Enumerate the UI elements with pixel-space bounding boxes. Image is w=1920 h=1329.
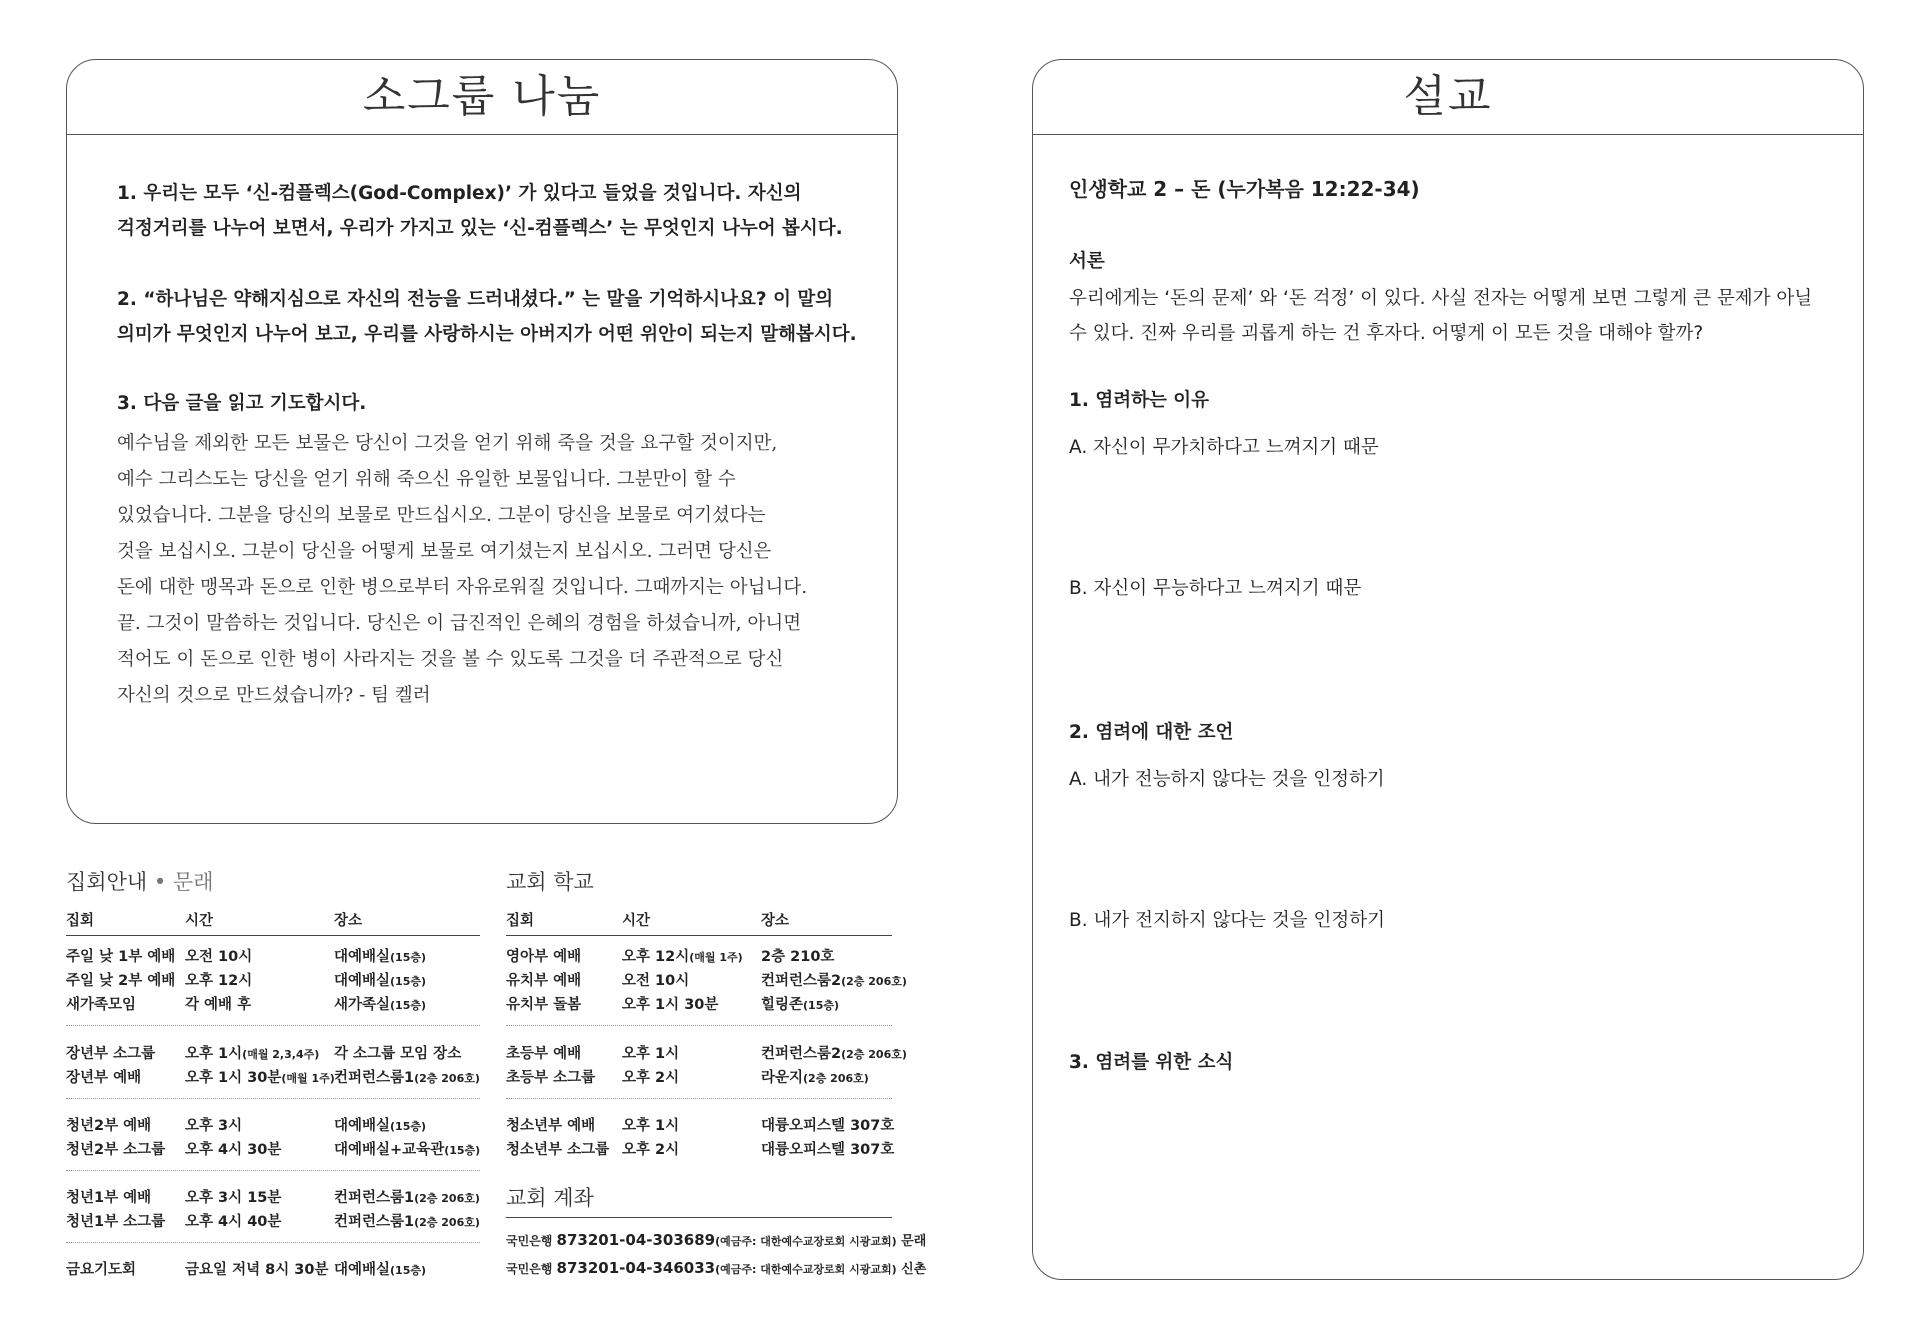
schedule-place xyxy=(334,993,426,1014)
meetings-header-meeting: 집회 xyxy=(66,913,95,929)
schedule-time-main: 오후 3시 xyxy=(185,1118,243,1134)
schedule-place-main: 대예배실 xyxy=(334,949,391,965)
schedule-time-main: 오후 2시 xyxy=(622,1142,680,1158)
schedule-row xyxy=(66,969,480,989)
schedule-place-main: 대륭오피스텔 307호 xyxy=(761,1118,895,1134)
schedule-time xyxy=(185,945,252,966)
schedule-row xyxy=(66,1258,480,1278)
quote-line: 적어도 이 돈으로 인한 병이 사라지는 것을 볼 수 있도록 그것을 더 주관적으로 당신 xyxy=(117,649,784,670)
schedule-time xyxy=(185,1114,242,1135)
school-header-meeting: 집회 xyxy=(506,913,535,929)
schedule-time xyxy=(622,945,743,966)
schedule-event: 장년부 예배 xyxy=(66,1070,142,1086)
group-divider xyxy=(66,1242,480,1243)
schedule-row xyxy=(506,1042,907,1062)
schedule-time xyxy=(622,1066,679,1087)
question-2-line-2: 의미가 무엇인지 나누어 보고, 우리를 사랑하시는 아버지가 어떤 위안이 되는지 말해봅시다. xyxy=(117,324,857,345)
account-number: 873201-04-303689 xyxy=(556,1231,716,1249)
schedule-time xyxy=(622,1138,679,1159)
group-divider xyxy=(66,1170,480,1171)
school-header-place: 장소 xyxy=(761,913,790,929)
schedule-place-note: (2층 206호) xyxy=(803,1072,869,1085)
schedule-event: 청년1부 예배 xyxy=(66,1190,152,1206)
point-2b: B. 내가 전지하지 않다는 것을 인정하기 xyxy=(1069,910,1386,931)
schedule-row xyxy=(506,1138,895,1158)
schedule-time xyxy=(185,969,252,990)
point-2: 2. 염려에 대한 조언 xyxy=(1069,722,1234,743)
schedule-time-main: 오후 12시 xyxy=(622,949,690,965)
account-row xyxy=(506,1230,926,1249)
schedule-place-main: 컨퍼런스룸1 xyxy=(334,1190,415,1206)
meetings-title-sub: 문래 xyxy=(172,870,214,894)
schedule-place-note: (2층 206호) xyxy=(414,1216,480,1229)
question-2 xyxy=(117,282,877,352)
quote-block xyxy=(117,426,887,714)
schedule-event: 금요기도회 xyxy=(66,1262,137,1278)
schedule-time xyxy=(185,993,251,1014)
sermon-heading: 인생학교 2 – 돈 (누가복음 12:22-34) xyxy=(1069,177,1420,201)
point-3: 3. 염려를 위한 소식 xyxy=(1069,1052,1234,1073)
schedule-place xyxy=(334,1042,461,1063)
schedule-time-main: 금요일 저녁 8시 30분 xyxy=(185,1262,329,1278)
meetings-header-place: 장소 xyxy=(334,913,363,929)
small-group-panel xyxy=(66,59,898,824)
schedule-place-note: (15층) xyxy=(803,999,840,1012)
account-holder: (예금주: 대한예수교장로회 시광교회) xyxy=(715,1235,897,1248)
question-1-line-2: 걱정거리를 나누어 보면서, 우리가 가지고 있는 ‘신-컴플렉스’ 는 무엇인지 나누어 봅시다. xyxy=(117,218,843,239)
schedule-place-note: (15층) xyxy=(390,999,427,1012)
schedule-event: 새가족모임 xyxy=(66,997,137,1013)
schedule-time xyxy=(185,1210,281,1231)
schedule-place xyxy=(334,1258,426,1279)
account-bank: 국민은행 xyxy=(506,1234,557,1248)
question-1-line-1: 1. 우리는 모두 ‘신-컴플렉스(God-Complex)’ 가 있다고 들었을 것입니다. 자신의 xyxy=(117,183,802,204)
schedule-event: 유치부 돌봄 xyxy=(506,997,582,1013)
schedule-row xyxy=(66,1210,480,1230)
schedule-time xyxy=(622,1114,679,1135)
schedule-place-main: 컨퍼런스룸1 xyxy=(334,1070,415,1086)
point-1b: B. 자신이 무능하다고 느껴지기 때문 xyxy=(1069,578,1362,599)
accounts-rule xyxy=(506,1217,892,1218)
schedule-place xyxy=(761,945,834,966)
schedule-row xyxy=(66,945,480,965)
schedule-time-main: 오전 10시 xyxy=(185,949,253,965)
schedule-row xyxy=(66,1138,480,1158)
schedule-place-main: 새가족실 xyxy=(334,997,391,1013)
accounts-title: 교회 계좌 xyxy=(506,1186,594,1210)
question-2-line-1: 2. “하나님은 약해지심으로 자신의 전능을 드러내셨다.” 는 말을 기억하시나요? 이 말의 xyxy=(117,289,834,310)
schedule-row xyxy=(66,993,480,1013)
point-2a: A. 내가 전능하지 않다는 것을 인정하기 xyxy=(1069,769,1385,790)
schedule-row xyxy=(506,993,892,1013)
schedule-place xyxy=(334,1114,426,1135)
group-divider xyxy=(66,1025,480,1026)
schedule-row xyxy=(66,1066,480,1086)
schedule-event: 초등부 소그룹 xyxy=(506,1070,596,1086)
schedule-place-main: 대예배실 xyxy=(334,973,391,989)
schedule-event: 청소년부 예배 xyxy=(506,1118,596,1134)
schedule-event: 유치부 예배 xyxy=(506,973,582,989)
schedule-time xyxy=(185,1186,281,1207)
schedule-place xyxy=(334,1186,480,1207)
schedule-row xyxy=(66,1042,480,1062)
schedule-place-note: (2층 206호) xyxy=(414,1192,480,1205)
schedule-place xyxy=(761,1138,894,1159)
schedule-place-main: 대륭오피스텔 307호 xyxy=(761,1142,895,1158)
schedule-event: 청년1부 소그룹 xyxy=(66,1214,166,1230)
schedule-time-main: 오후 1시 xyxy=(622,1118,680,1134)
schedule-place-main: 대예배실 xyxy=(334,1262,391,1278)
schedule-place-note: (2층 206호) xyxy=(841,975,907,988)
schedule-place xyxy=(334,1138,480,1159)
schedule-place xyxy=(761,993,839,1014)
schedule-place-main: 대예배실 xyxy=(334,1118,391,1134)
schedule-row xyxy=(66,1186,480,1206)
schedule-event: 청년2부 예배 xyxy=(66,1118,152,1134)
intro-label: 서론 xyxy=(1069,251,1105,272)
schedule-time-main: 오후 4시 30분 xyxy=(185,1142,282,1158)
schedule-time-main: 오후 1시 xyxy=(185,1046,243,1062)
school-header-rule xyxy=(506,935,892,936)
schedule-place-main: 힐링존 xyxy=(761,997,804,1013)
schedule-place-main: 2층 210호 xyxy=(761,949,835,965)
question-1 xyxy=(117,176,877,246)
sermon-panel xyxy=(1032,59,1864,1280)
schedule-event: 청소년부 소그룹 xyxy=(506,1142,610,1158)
schedule-event: 주일 낮 1부 예배 xyxy=(66,949,176,965)
schedule-place xyxy=(761,1042,907,1063)
schedule-row xyxy=(506,945,892,965)
point-1a: A. 자신이 무가치하다고 느껴지기 때문 xyxy=(1069,437,1379,458)
schedule-time-main: 오후 1시 30분 xyxy=(622,997,719,1013)
quote-line: 예수님을 제외한 모든 보물은 당신이 그것을 얻기 위해 죽을 것을 요구할 것이지만, xyxy=(117,433,778,454)
account-holder: (예금주: 대한예수교장로회 시광교회) xyxy=(715,1263,897,1276)
schedule-place-main: 각 소그룹 모임 장소 xyxy=(334,1046,462,1062)
schedule-place xyxy=(761,969,907,990)
schedule-event: 초등부 예배 xyxy=(506,1046,582,1062)
quote-line: 있었습니다. 그분을 당신의 보물로 만드십시오. 그분이 당신을 보물로 여기셨다는 xyxy=(117,505,766,526)
intro-line-1: 우리에게는 ‘돈의 문제’ 와 ‘돈 걱정’ 이 있다. 사실 전자는 어떻게 보면 그렇게 큰 문제가 아닐 xyxy=(1069,288,1813,309)
account-branch: 문래 xyxy=(896,1234,927,1249)
schedule-time xyxy=(622,969,689,990)
quote-line: 돈에 대한 맹목과 돈으로 인한 병으로부터 자유로워질 것입니다. 그때까지는 아닙니다. xyxy=(117,577,808,598)
schedule-place-main: 컨퍼런스룸2 xyxy=(761,1046,842,1062)
schedule-place-note: (15층) xyxy=(390,1120,427,1133)
point-1: 1. 염려하는 이유 xyxy=(1069,390,1210,411)
schedule-place-main: 대예배실+교육관 xyxy=(334,1142,445,1158)
group-divider xyxy=(506,1098,892,1099)
schedule-time xyxy=(185,1066,335,1087)
schedule-place xyxy=(334,1210,480,1231)
quote-line: 것을 보십시오. 그분이 당신을 어떻게 보물로 여기셨는지 보십시오. 그러면 당신은 xyxy=(117,541,772,562)
schedule-time xyxy=(185,1042,319,1063)
schedule-time-note: (매월 2,3,4주) xyxy=(242,1048,320,1061)
schedule-time-main: 오후 4시 40분 xyxy=(185,1214,282,1230)
account-number: 873201-04-346033 xyxy=(556,1259,716,1277)
account-branch: 신촌 xyxy=(896,1262,927,1277)
schedule-place xyxy=(334,945,426,966)
group-divider xyxy=(506,1025,892,1026)
schedule-place-main: 라운지 xyxy=(761,1070,804,1086)
schedule-row xyxy=(506,1066,892,1086)
schedule-place-main: 컨퍼런스룸1 xyxy=(334,1214,415,1230)
schedule-time-main: 각 예배 후 xyxy=(185,997,252,1013)
meetings-header-rule xyxy=(66,935,480,936)
account-row xyxy=(506,1258,926,1277)
schedule-time-main: 오전 10시 xyxy=(622,973,690,989)
schedule-place-note: (15층) xyxy=(390,975,427,988)
schedule-place-note: (15층) xyxy=(390,1264,427,1277)
schedule-time xyxy=(185,1258,328,1279)
schedule-row xyxy=(66,1114,480,1134)
schedule-place-main: 컨퍼런스룸2 xyxy=(761,973,842,989)
intro-line-2: 수 있다. 진짜 우리를 괴롭게 하는 건 후자다. 어떻게 이 모든 것을 대해야 할까? xyxy=(1069,323,1704,344)
school-header-time: 시간 xyxy=(622,913,651,929)
schedule-time-main: 오후 1시 xyxy=(622,1046,680,1062)
sermon-title: 설교 xyxy=(1033,60,1863,135)
schedule-place-note: (2층 206호) xyxy=(841,1048,907,1061)
quote-line: 자신의 것으로 만드셨습니까? - 팀 켈러 xyxy=(117,685,431,706)
schedule-place-note: (2층 206호) xyxy=(414,1072,480,1085)
schedule-time xyxy=(622,1042,679,1063)
meetings-title-main: 집회안내 xyxy=(66,870,148,894)
schedule-event: 영아부 예배 xyxy=(506,949,582,965)
schedule-event: 주일 낮 2부 예배 xyxy=(66,973,176,989)
question-3: 3. 다음 글을 읽고 기도합시다. xyxy=(117,393,367,414)
meetings-title-separator: • xyxy=(147,870,173,894)
schedule-row xyxy=(506,1114,895,1134)
schedule-place xyxy=(761,1066,869,1087)
schedule-place xyxy=(334,1066,480,1087)
schedule-event: 청년2부 소그룹 xyxy=(66,1142,166,1158)
schedule-time-note: (매월 1주) xyxy=(689,951,743,964)
schedule-time-main: 오후 1시 30분 xyxy=(185,1070,282,1086)
schedule-event: 장년부 소그룹 xyxy=(66,1046,156,1062)
quote-line: 끝. 그것이 말씀하는 것입니다. 당신은 이 급진적인 은혜의 경험을 하셨습니까, 아니면 xyxy=(117,613,802,634)
schedule-place-note: (15층) xyxy=(444,1144,481,1157)
schedule-place xyxy=(334,969,426,990)
schedule-time-main: 오후 12시 xyxy=(185,973,253,989)
schedule-time-main: 오후 3시 15분 xyxy=(185,1190,282,1206)
account-bank: 국민은행 xyxy=(506,1262,557,1276)
small-group-title: 소그룹 나눔 xyxy=(67,60,897,135)
schedule-row xyxy=(506,969,907,989)
schedule-time-main: 오후 2시 xyxy=(622,1070,680,1086)
school-title: 교회 학교 xyxy=(506,870,594,894)
schedule-time xyxy=(185,1138,281,1159)
quote-line: 예수 그리스도는 당신을 얻기 위해 죽으신 유일한 보물입니다. 그분만이 할 수 xyxy=(117,469,736,490)
schedule-time xyxy=(622,993,718,1014)
meetings-title xyxy=(66,866,213,896)
schedule-time-note: (매월 1주) xyxy=(281,1072,335,1085)
meetings-header-time: 시간 xyxy=(185,913,214,929)
schedule-place-note: (15층) xyxy=(390,951,427,964)
group-divider xyxy=(66,1098,480,1099)
schedule-place xyxy=(761,1114,894,1135)
